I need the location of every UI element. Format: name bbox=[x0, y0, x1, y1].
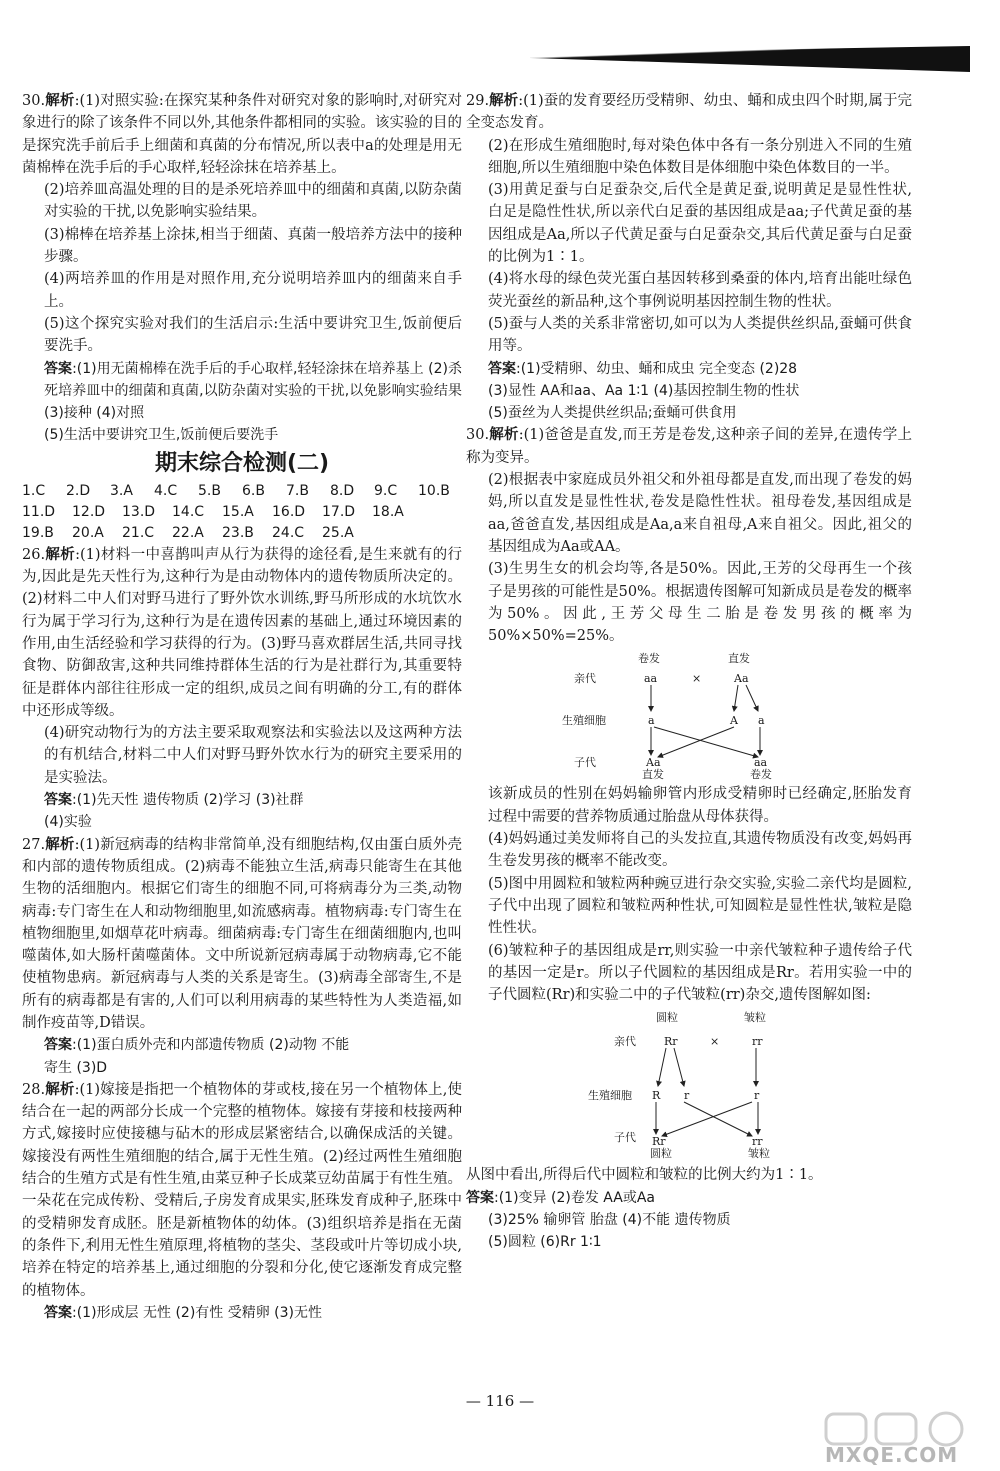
q27-answer: 答案:(1)蛋白质外壳和内部遗传物质 (2)动物 不能 bbox=[44, 1037, 350, 1054]
d2-c1: Rr bbox=[652, 1135, 666, 1149]
d2-cross: × bbox=[710, 1035, 720, 1049]
d1-top-right: 直发 bbox=[728, 652, 750, 666]
q30b-answer: 答案:(1)变异 (2)卷发 AA或Aa bbox=[466, 1189, 655, 1206]
q26-answer-line2: (4)实验 bbox=[44, 814, 92, 831]
q29-answer-line2: (3)显性 AA和aa、Aa 1∶1 (4)基因控制生物的性状 bbox=[488, 382, 800, 399]
d2-row-gamete: 生殖细胞 bbox=[588, 1089, 632, 1103]
genetic-diagram-hair bbox=[466, 651, 912, 782]
q30b-part4: (4)妈妈通过美发师将自己的头发拉直,其遗传物质没有改变,妈妈再生卷发男孩的概率不能改变。 bbox=[488, 831, 912, 870]
q29-analysis: 29.解析:(1)蚕的发育要经历受精卵、幼虫、蛹和成虫四个时期,属于完全变态发育。 bbox=[466, 93, 912, 132]
d2-top-left: 圆粒 bbox=[656, 1011, 678, 1025]
d1-row-child: 子代 bbox=[574, 756, 596, 770]
q30b-analysis: 30.解析:(1)爸爸是直发,而王芳是卷发,这种亲子间的差异,在遗传学上称为变异。 bbox=[466, 427, 913, 466]
d2-row-parent: 亲代 bbox=[614, 1035, 636, 1049]
d2-c1-label: 圆粒 bbox=[650, 1147, 672, 1161]
d1-cross: × bbox=[692, 672, 702, 686]
q30b-part6: (6)皱粒种子的基因组成是rr,则实验一中亲代皱粒种子遗传给子代的基因一定是r。所以子代圆粒的基因组成是Rr。若用实验一中的子代圆粒(Rr)和实验二中的子代皱粒(rr)杂交,遗传图解如图: bbox=[488, 942, 912, 1004]
page-number: — 116 — bbox=[465, 1392, 535, 1410]
mc-row-3: 19.B 20.A 21.C 22.A 23.B 24.C 25.A bbox=[22, 524, 354, 541]
q29-part2: (2)在形成生殖细胞时,每对染色体中各有一条分别进入不同的生殖细胞,所以生殖细胞中染色体数目是体细胞中染色体数目的一半。 bbox=[488, 137, 912, 176]
mc-row-1: 1.C 2.D 3.A 4.C 5.B 6.B 7.B 8.D 9.C 10.B bbox=[22, 482, 450, 499]
q30-answer: 答案:(1)用无菌棉棒在洗手后的手心取样,轻轻涂抹在培养基上 (2)杀死培养皿中的细菌和真菌,以防杂菌对实验的干扰,以免影响实验结果 (3)接种 (4)对照 bbox=[44, 360, 463, 422]
d2-top-right: 皱粒 bbox=[744, 1011, 766, 1025]
mc-row-2: 11.D 12.D 13.D 14.C 15.A 16.D 17.D 18.A bbox=[22, 503, 404, 520]
d2-g2: r bbox=[684, 1089, 690, 1103]
diagram-seed-lines bbox=[466, 1010, 912, 1160]
q30-part4: (4)两培养皿的作用是对照作用,充分说明培养皿内的细菌来自手上。 bbox=[44, 271, 462, 310]
d1-row-gamete: 生殖细胞 bbox=[562, 714, 606, 728]
q29-part5: (5)蚕与人类的关系非常密切,如可以为人类提供丝织品,蚕蛹可供食用等。 bbox=[488, 315, 912, 355]
q30b-answer-line2: (3)25% 输卵管 胎盘 (4)不能 遗传物质 bbox=[488, 1211, 731, 1228]
section-title: 期末综合检测(二) bbox=[154, 450, 330, 476]
q30-answer-line2: (5)生活中要讲究卫生,饭前便后要洗手 bbox=[44, 427, 279, 444]
q30b-conclusion: 从图中看出,所得后代中圆粒和皱粒的比例大约为1∶1。 bbox=[466, 1167, 823, 1184]
q29-part3: (3)用黄足蚕与白足蚕杂交,后代全是黄足蚕,说明黄足是显性性状,白足是隐性性状,所以亲代白足蚕的基因组成是aa;子代黄足蚕的基因组成是Aa,所以子代黄足蚕与白足蚕杂交,其后代黄足蚕与白足蚕的比例为1∶1。 bbox=[488, 182, 912, 266]
q28-answer: 答案:(1)形成层 无性 (2)有性 受精卵 (3)无性 bbox=[44, 1304, 323, 1321]
d2-c2: rr bbox=[752, 1135, 763, 1149]
q30b-part2: (2)根据表中家庭成员外祖父和外祖母都是直发,而出现了卷发的妈妈,所以直发是显性性状,卷发是隐性性状。祖母卷发,基因组成是aa,爸爸直发,基因组成是Aa,a来自祖母,A来自祖父。因此,祖父的基因组成为Aa或AA。 bbox=[488, 472, 912, 555]
q27-answer-line2: 寄生 (3)D bbox=[44, 1059, 108, 1076]
d1-c2: aa bbox=[754, 756, 768, 770]
d1-p1: aa bbox=[644, 672, 658, 686]
q30-part5: (5)这个探究实验对我们的生活启示:生活中要讲究卫生,饭前便后要洗手。 bbox=[44, 315, 462, 355]
q30-part3: (3)棉棒在培养基上涂抹,相当于细菌、真菌一般培养方法中的接种步骤。 bbox=[44, 226, 462, 266]
d2-row-child: 子代 bbox=[614, 1131, 636, 1145]
d1-p2: Aa bbox=[734, 672, 749, 686]
q30b-sex-note: 该新成员的性别在妈妈输卵管内形成受精卵时已经确定,胚胎发育过程中需要的营养物质通过胎盘从母体获得。 bbox=[488, 786, 912, 825]
q29-part4: (4)将水母的绿色荧光蛋白基因转移到桑蚕的体内,培育出能吐绿色荧光蚕丝的新品种,这个事例说明基因控制生物的性状。 bbox=[488, 271, 912, 310]
q29-answer: 答案:(1)受精卵、幼虫、蛹和成虫 完全变态 (2)28 bbox=[488, 360, 798, 377]
q27-analysis: 27.解析:(1)新冠病毒的结构非常简单,没有细胞结构,仅由蛋白质外壳和内部的遗传物质组成。(2)病毒不能独立生活,病毒只能寄生在其他生物的活细胞内。根据它们寄生的细胞不同,可将病毒分为三类,动物病毒:专门寄生在人和动物细胞里,如流感病毒。植物病毒:专门寄生在植物细胞里,如烟草花叶病毒。细菌病毒:专门寄生在细菌细胞内,也叫噬菌体,如大肠杆菌噬菌体。文中所说新冠病毒属于动物病毒,它不能使植物患病。新冠病毒与人类的关系是寄生。(3)病毒全部寄生,不是所有的病毒都是有害的,人们可以利用病毒的某些特性为人类造福,如制作疫苗等,D错误。 bbox=[22, 836, 463, 1031]
right-column bbox=[466, 90, 912, 1254]
q30b-answer-line3: (5)圆粒 (6)Rr 1∶1 bbox=[488, 1234, 602, 1251]
d1-g1: a bbox=[648, 714, 655, 728]
q28-analysis: 28.解析:(1)嫁接是指把一个植物体的芽或枝,接在另一个植物体上,使结合在一起的两部分长成一个完整的植物体。嫁接有芽接和枝接两种方式,嫁接时应使接穗与砧木的形成层紧密结合,以确保成活的关键。嫁接没有两性生殖细胞的结合,属于无性生殖。(2)经过两性生殖细胞结合的生殖方式是有性生殖,由菜豆种子长成菜豆幼苗属于有性生殖。一朵花在完成传粉、受精后,子房发育成果实,胚珠发育成种子,胚珠中的受精卵发育成胚。胚是新植物体的幼体。(3)组织培养是指在无菌的条件下,利用无性生殖原理,将植物的茎尖、茎段或叶片等切成小块,培养在特定的培养基上,通过细胞的分裂和分化,使它逐渐发育成完整的植物体。 bbox=[22, 1081, 463, 1299]
d1-c2-label: 卷发 bbox=[750, 768, 772, 782]
diagram-hair-lines bbox=[466, 651, 912, 782]
d1-c1: Aa bbox=[646, 756, 661, 770]
d1-row-parent: 亲代 bbox=[574, 672, 596, 686]
watermark-text: MXQE.COM bbox=[825, 1443, 959, 1467]
d1-c1-label: 直发 bbox=[642, 768, 664, 782]
d2-g1: R bbox=[652, 1089, 661, 1103]
d2-c2-label: 皱粒 bbox=[748, 1147, 770, 1161]
q26-part4: (4)研究动物行为的方法主要采取观察法和实验法以及这两种方法的有机结合,材料二中人们对野马野外饮水行为的研究主要采用的是实验法。 bbox=[44, 725, 462, 786]
left-column bbox=[22, 90, 462, 1324]
d1-g2: A bbox=[730, 714, 738, 728]
genetic-diagram-seed bbox=[466, 1010, 912, 1160]
d2-p1: Rr bbox=[664, 1035, 678, 1049]
d2-g3: r bbox=[754, 1089, 760, 1103]
d1-g3: a bbox=[758, 714, 765, 728]
q29-answer-line3: (5)蚕丝为人类提供丝织品;蚕蛹可供食用 bbox=[488, 405, 737, 422]
d1-top-left: 卷发 bbox=[638, 652, 660, 666]
q30-part2: (2)培养皿高温处理的目的是杀死培养皿中的细菌和真菌,以防杂菌对实验的干扰,以免影响实验结果。 bbox=[44, 182, 462, 221]
q30b-part3: (3)生男生女的机会均等,各是50%。因此,王芳的父母再生一个孩子是男孩的可能性是50%。根据遗传图解可知新成员是卷发的概率为50%。因此,王芳父母生二胎是卷发男孩的概率为50%×50%=25%。 bbox=[488, 561, 912, 645]
header-band bbox=[530, 46, 970, 72]
d2-p2: rr bbox=[752, 1035, 763, 1049]
q30-analysis: 30.解析:(1)对照实验:在探究某种条件对研究对象的影响时,对研究对象进行的除了该条件不同以外,其他条件都相同的实验。该实验的目的是探究洗手前后手上细菌和真菌的分布情况,所以表中a的处理是用无菌棉棒在洗手后的手心取样,轻轻涂抹在培养基上。 bbox=[22, 93, 463, 176]
q26-answer: 答案:(1)先天性 遗传物质 (2)学习 (3)社群 bbox=[44, 792, 304, 809]
q30b-part5: (5)图中用圆粒和皱粒两种豌豆进行杂交实验,实验二亲代均是圆粒,子代中出现了圆粒和皱粒两种性状,可知圆粒是显性性状,皱粒是隐性性状。 bbox=[488, 875, 912, 937]
q26-analysis: 26.解析:(1)材料一中喜鹊叫声从行为获得的途径看,是生来就有的行为,因此是先天性行为,这种行为是由动物体内的遗传物质所决定的。(2)材料二中人们对野马进行了野外饮水训练,野马所形成的水坑饮水行为属于学习行为,这种行为是在遗传因素的基础上,通过环境因素的作用,由生活经验和学习获得的行为。(3)野马喜欢群居生活,共同寻找食物、防御敌害,这种共同维持群体生活的行为是社群行为,其重要特征是群体内部往往形成一定的组织,成员之间有明确的分工,有的群体中还形成等级。 bbox=[22, 546, 462, 719]
